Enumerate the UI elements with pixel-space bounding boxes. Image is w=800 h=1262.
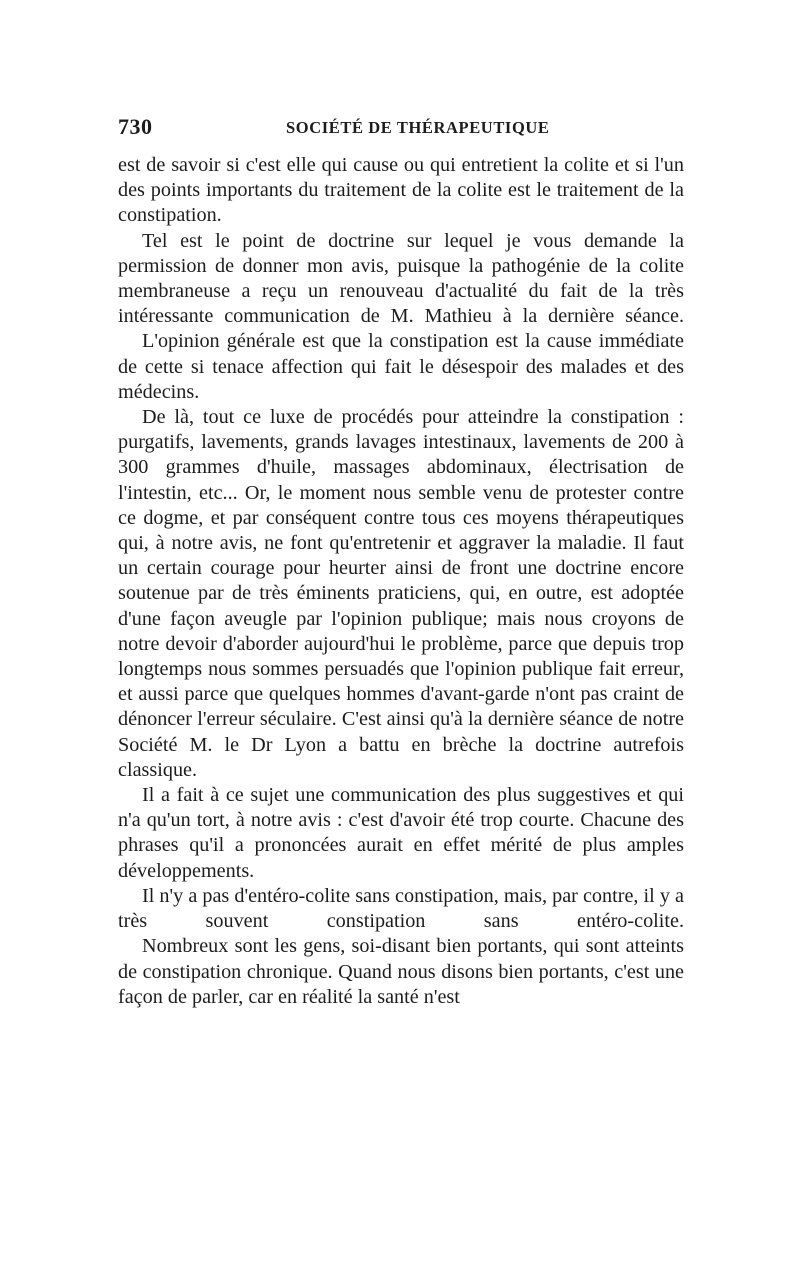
paragraph-procedures: De là, tout ce luxe de procédés pour atteindre la constipation : purgatifs, lavements, grands lavages intestinaux, lavements de 200 à 300 grammes d'huile, massages abdominaux, électrisation de l'intestin, etc... Or, le moment nous semble venu de protester contre ce dogme, et par conséquent contre tous ces moyens thérapeutiques qui, à notre avis, ne font qu'entretenir et aggraver la maladie. Il faut un certain courage pour heurter ainsi de front une doctrine encore soutenue par de très éminents praticiens, qui, en outre, est adoptée d'une façon aveugle par l'opinion publique; mais nous croyons de notre devoir d'aborder aujourd'hui le problème, parce que depuis trop longtemps nous sommes persuadés que l'opinion publique fait erreur, et aussi parce que quelques hommes d'avant-garde n'ont pas craint de dénoncer l'erreur séculaire. C'est ainsi qu'à la dernière séance de notre Société M. le Dr Lyon a battu en brèche la doctrine autrefois classique. [118, 406, 684, 781]
page-header [118, 114, 684, 144]
paragraph-communication: Il a fait à ce sujet une communication des plus suggestives et qui n'a qu'un tort, à notre avis : c'est d'avoir été trop courte. Chacune des phrases qu'il a prononcées aurait en effet mérité de plus amples développements. [118, 784, 684, 882]
paragraph-continuation: est de savoir si c'est elle qui cause ou qui entretient la colite et si l'un des points importants du traitement de la colite est le traitement de la constipation. [118, 154, 684, 227]
paragraph-general-opinion: L'opinion générale est que la constipation est la cause immédiate de cette si tenace affection qui fait le désespoir des malades et des médecins. [118, 330, 684, 403]
paragraph-entero-colite: Il n'y a pas d'entéro-colite sans constipation, mais, par contre, il y a très souvent constipation sans entéro-colite. [118, 884, 684, 933]
page-number: 730 [118, 114, 153, 139]
paragraph-chronic-constipation: Nombreux sont les gens, soi-disant bien portants, qui sont atteints de constipation chronique. Quand nous disons bien portants, c'est une façon de parler, car en réalité la santé n'est [118, 935, 684, 1008]
running-title: SOCIÉTÉ DE THÉRAPEUTIQUE [286, 118, 550, 137]
body-text [118, 153, 684, 1010]
paragraph-doctrine-point: Tel est le point de doctrine sur lequel je vous demande la permission de donner mon avis, puisque la pathogénie de la colite membraneuse a reçu un renouveau d'actualité du fait de la très intéressante communication de M. Mathieu à la dernière séance. [118, 229, 684, 328]
